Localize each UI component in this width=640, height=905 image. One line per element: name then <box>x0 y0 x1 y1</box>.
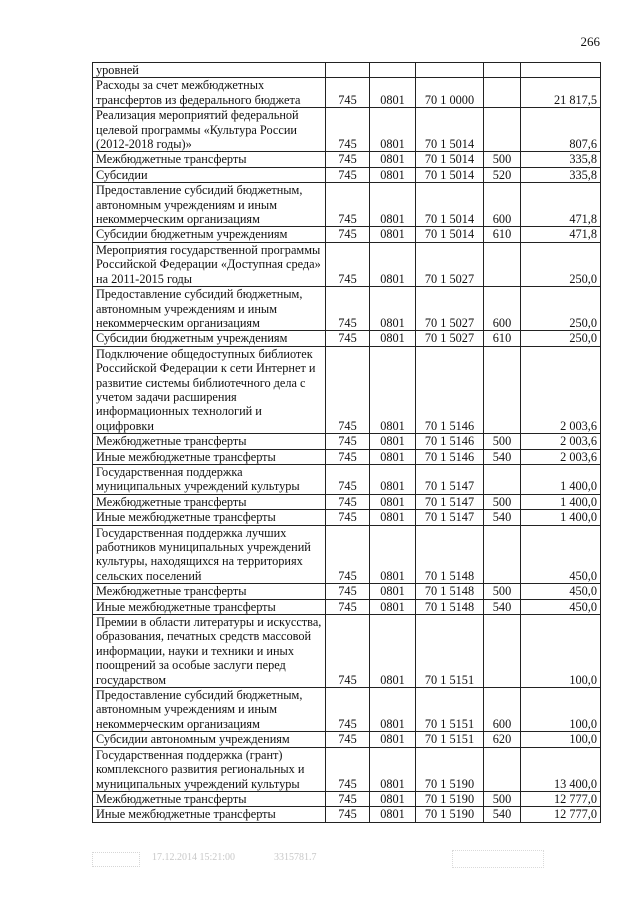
table-row <box>93 510 601 525</box>
section-code-cell: 0801 <box>370 807 416 822</box>
department-code-cell <box>326 63 370 78</box>
target-article-cell: 70 1 5014 <box>416 227 484 242</box>
expense-type-cell <box>484 78 521 108</box>
table-row <box>93 287 601 331</box>
expense-type-cell: 500 <box>484 791 521 806</box>
amount-cell: 250,0 <box>521 331 601 346</box>
table-row <box>93 63 601 78</box>
target-article-cell: 70 1 5148 <box>416 584 484 599</box>
expense-type-cell: 540 <box>484 510 521 525</box>
row-name-cell: Премии в области литературы и искусства, образования, печатных средств массовой информации, науки и техники и иных поощрений за особые заслуги перед государством <box>93 615 326 688</box>
row-name-cell: Иные межбюджетные трансферты <box>93 807 326 822</box>
table-row <box>93 183 601 227</box>
target-article-cell: 70 1 5148 <box>416 525 484 584</box>
table-row <box>93 167 601 182</box>
amount-cell: 471,8 <box>521 227 601 242</box>
row-name-cell: Государственная поддержка (грант) комплексного развития региональных и муниципальных учреждений культуры <box>93 747 326 791</box>
department-code-cell: 745 <box>326 434 370 449</box>
department-code-cell: 745 <box>326 584 370 599</box>
table-row <box>93 331 601 346</box>
amount-cell: 13 400,0 <box>521 747 601 791</box>
target-article-cell: 70 1 5014 <box>416 108 484 152</box>
amount-cell: 1 400,0 <box>521 464 601 494</box>
department-code-cell: 745 <box>326 287 370 331</box>
section-code-cell: 0801 <box>370 78 416 108</box>
document-footer <box>92 852 600 866</box>
section-code-cell: 0801 <box>370 449 416 464</box>
section-code-cell: 0801 <box>370 615 416 688</box>
amount-cell: 2 003,6 <box>521 346 601 433</box>
table-row <box>93 346 601 433</box>
department-code-cell: 745 <box>326 464 370 494</box>
target-article-cell: 70 1 5190 <box>416 747 484 791</box>
target-article-cell: 70 1 5190 <box>416 791 484 806</box>
department-code-cell: 745 <box>326 525 370 584</box>
amount-cell <box>521 63 601 78</box>
expense-type-cell: 600 <box>484 287 521 331</box>
row-name-cell: Межбюджетные трансферты <box>93 494 326 509</box>
row-name-cell: Иные межбюджетные трансферты <box>93 449 326 464</box>
table-row <box>93 584 601 599</box>
footer-document-code: 3315781.7 <box>274 852 317 863</box>
amount-cell: 450,0 <box>521 525 601 584</box>
row-name-cell: Государственная поддержка лучших работников муниципальных учреждений культуры, находящихся на территориях сельских поселений <box>93 525 326 584</box>
signature-stamp-mark <box>452 850 544 868</box>
amount-cell: 2 003,6 <box>521 434 601 449</box>
table-row <box>93 807 601 822</box>
department-code-cell: 745 <box>326 183 370 227</box>
expense-type-cell: 600 <box>484 183 521 227</box>
table-row <box>93 449 601 464</box>
target-article-cell: 70 1 5148 <box>416 599 484 614</box>
amount-cell: 21 817,5 <box>521 78 601 108</box>
target-article-cell <box>416 63 484 78</box>
expense-type-cell <box>484 242 521 286</box>
section-code-cell: 0801 <box>370 732 416 747</box>
amount-cell: 450,0 <box>521 584 601 599</box>
table-row <box>93 525 601 584</box>
expense-type-cell <box>484 525 521 584</box>
department-code-cell: 745 <box>326 152 370 167</box>
expense-type-cell <box>484 747 521 791</box>
amount-cell: 807,6 <box>521 108 601 152</box>
target-article-cell: 70 1 5146 <box>416 434 484 449</box>
department-code-cell: 745 <box>326 599 370 614</box>
expense-type-cell: 500 <box>484 152 521 167</box>
expense-type-cell <box>484 346 521 433</box>
expense-type-cell <box>484 615 521 688</box>
section-code-cell: 0801 <box>370 584 416 599</box>
department-code-cell: 745 <box>326 615 370 688</box>
table-row <box>93 615 601 688</box>
expense-type-cell: 500 <box>484 584 521 599</box>
department-code-cell: 745 <box>326 346 370 433</box>
section-code-cell: 0801 <box>370 494 416 509</box>
amount-cell: 12 777,0 <box>521 791 601 806</box>
row-name-cell: Реализация мероприятий федеральной целевой программы «Культура России (2012-2018 годы)» <box>93 108 326 152</box>
expense-type-cell: 540 <box>484 807 521 822</box>
amount-cell: 2 003,6 <box>521 449 601 464</box>
expense-type-cell: 620 <box>484 732 521 747</box>
row-name-cell: Субсидии бюджетным учреждениям <box>93 227 326 242</box>
department-code-cell: 745 <box>326 108 370 152</box>
section-code-cell: 0801 <box>370 434 416 449</box>
row-name-cell: Предоставление субсидий бюджетным, автономным учреждениям и иным некоммерческим организациям <box>93 688 326 732</box>
target-article-cell: 70 1 5147 <box>416 464 484 494</box>
section-code-cell: 0801 <box>370 287 416 331</box>
department-code-cell: 745 <box>326 807 370 822</box>
amount-cell: 1 400,0 <box>521 510 601 525</box>
expense-type-cell <box>484 63 521 78</box>
row-name-cell: Межбюджетные трансферты <box>93 584 326 599</box>
expense-type-cell: 500 <box>484 494 521 509</box>
section-code-cell: 0801 <box>370 525 416 584</box>
row-name-cell: Подключение общедоступных библиотек Российской Федерации к сети Интернет и развитие системы библиотечного дела с учетом задачи расширения информационных технологий и оцифровки <box>93 346 326 433</box>
target-article-cell: 70 1 5147 <box>416 494 484 509</box>
target-article-cell: 70 1 5151 <box>416 688 484 732</box>
department-code-cell: 745 <box>326 747 370 791</box>
target-article-cell: 70 1 5027 <box>416 242 484 286</box>
target-article-cell: 70 1 0000 <box>416 78 484 108</box>
amount-cell: 1 400,0 <box>521 494 601 509</box>
amount-cell: 12 777,0 <box>521 807 601 822</box>
row-name-cell: Предоставление субсидий бюджетным, автономным учреждениям и иным некоммерческим организациям <box>93 287 326 331</box>
section-code-cell: 0801 <box>370 599 416 614</box>
footer-timestamp: 17.12.2014 15:21:00 <box>152 852 236 863</box>
target-article-cell: 70 1 5014 <box>416 152 484 167</box>
budget-table-body <box>93 63 601 823</box>
amount-cell: 450,0 <box>521 599 601 614</box>
table-row <box>93 688 601 732</box>
department-code-cell: 745 <box>326 227 370 242</box>
row-name-cell: Субсидии бюджетным учреждениям <box>93 331 326 346</box>
department-code-cell: 745 <box>326 449 370 464</box>
section-code-cell: 0801 <box>370 152 416 167</box>
expense-type-cell: 500 <box>484 434 521 449</box>
table-row <box>93 494 601 509</box>
department-code-cell: 745 <box>326 242 370 286</box>
table-row <box>93 108 601 152</box>
row-name-cell: Межбюджетные трансферты <box>93 434 326 449</box>
row-name-cell: Иные межбюджетные трансферты <box>93 510 326 525</box>
target-article-cell: 70 1 5151 <box>416 732 484 747</box>
department-code-cell: 745 <box>326 510 370 525</box>
table-row <box>93 464 601 494</box>
department-code-cell: 745 <box>326 494 370 509</box>
department-code-cell: 745 <box>326 688 370 732</box>
target-article-cell: 70 1 5190 <box>416 807 484 822</box>
department-code-cell: 745 <box>326 791 370 806</box>
department-code-cell: 745 <box>326 732 370 747</box>
target-article-cell: 70 1 5027 <box>416 331 484 346</box>
table-row <box>93 599 601 614</box>
row-name-cell: Предоставление субсидий бюджетным, автономным учреждениям и иным некоммерческим организациям <box>93 183 326 227</box>
table-row <box>93 152 601 167</box>
expense-type-cell: 540 <box>484 449 521 464</box>
amount-cell: 335,8 <box>521 167 601 182</box>
table-row <box>93 791 601 806</box>
amount-cell: 100,0 <box>521 688 601 732</box>
section-code-cell: 0801 <box>370 167 416 182</box>
section-code-cell: 0801 <box>370 688 416 732</box>
section-code-cell: 0801 <box>370 331 416 346</box>
section-code-cell: 0801 <box>370 242 416 286</box>
section-code-cell: 0801 <box>370 510 416 525</box>
registration-stamp-mark <box>92 852 140 867</box>
row-name-cell: Межбюджетные трансферты <box>93 152 326 167</box>
section-code-cell: 0801 <box>370 346 416 433</box>
table-row <box>93 747 601 791</box>
expense-type-cell <box>484 108 521 152</box>
target-article-cell: 70 1 5151 <box>416 615 484 688</box>
row-name-cell: Мероприятия государственной программы Российской Федерации «Доступная среда» на 2011-2015 годы <box>93 242 326 286</box>
amount-cell: 471,8 <box>521 183 601 227</box>
amount-cell: 100,0 <box>521 615 601 688</box>
page-number: 266 <box>580 34 600 49</box>
expense-type-cell: 610 <box>484 331 521 346</box>
target-article-cell: 70 1 5027 <box>416 287 484 331</box>
target-article-cell: 70 1 5014 <box>416 183 484 227</box>
section-code-cell: 0801 <box>370 183 416 227</box>
target-article-cell: 70 1 5014 <box>416 167 484 182</box>
section-code-cell: 0801 <box>370 747 416 791</box>
department-code-cell: 745 <box>326 167 370 182</box>
target-article-cell: 70 1 5146 <box>416 346 484 433</box>
section-code-cell: 0801 <box>370 464 416 494</box>
amount-cell: 100,0 <box>521 732 601 747</box>
row-name-cell: уровней <box>93 63 326 78</box>
expense-type-cell: 520 <box>484 167 521 182</box>
expense-type-cell <box>484 464 521 494</box>
expense-type-cell: 600 <box>484 688 521 732</box>
expense-type-cell: 610 <box>484 227 521 242</box>
department-code-cell: 745 <box>326 331 370 346</box>
row-name-cell: Иные межбюджетные трансферты <box>93 599 326 614</box>
table-row <box>93 78 601 108</box>
table-row <box>93 227 601 242</box>
amount-cell: 250,0 <box>521 242 601 286</box>
budget-table <box>92 62 601 823</box>
row-name-cell: Субсидии <box>93 167 326 182</box>
target-article-cell: 70 1 5146 <box>416 449 484 464</box>
section-code-cell: 0801 <box>370 227 416 242</box>
table-row <box>93 434 601 449</box>
target-article-cell: 70 1 5147 <box>416 510 484 525</box>
amount-cell: 250,0 <box>521 287 601 331</box>
section-code-cell <box>370 63 416 78</box>
row-name-cell: Государственная поддержка муниципальных учреждений культуры <box>93 464 326 494</box>
row-name-cell: Расходы за счет межбюджетных трансфертов из федерального бюджета <box>93 78 326 108</box>
amount-cell: 335,8 <box>521 152 601 167</box>
section-code-cell: 0801 <box>370 791 416 806</box>
department-code-cell: 745 <box>326 78 370 108</box>
section-code-cell: 0801 <box>370 108 416 152</box>
table-row <box>93 732 601 747</box>
expense-type-cell: 540 <box>484 599 521 614</box>
table-row <box>93 242 601 286</box>
row-name-cell: Субсидии автономным учреждениям <box>93 732 326 747</box>
row-name-cell: Межбюджетные трансферты <box>93 791 326 806</box>
